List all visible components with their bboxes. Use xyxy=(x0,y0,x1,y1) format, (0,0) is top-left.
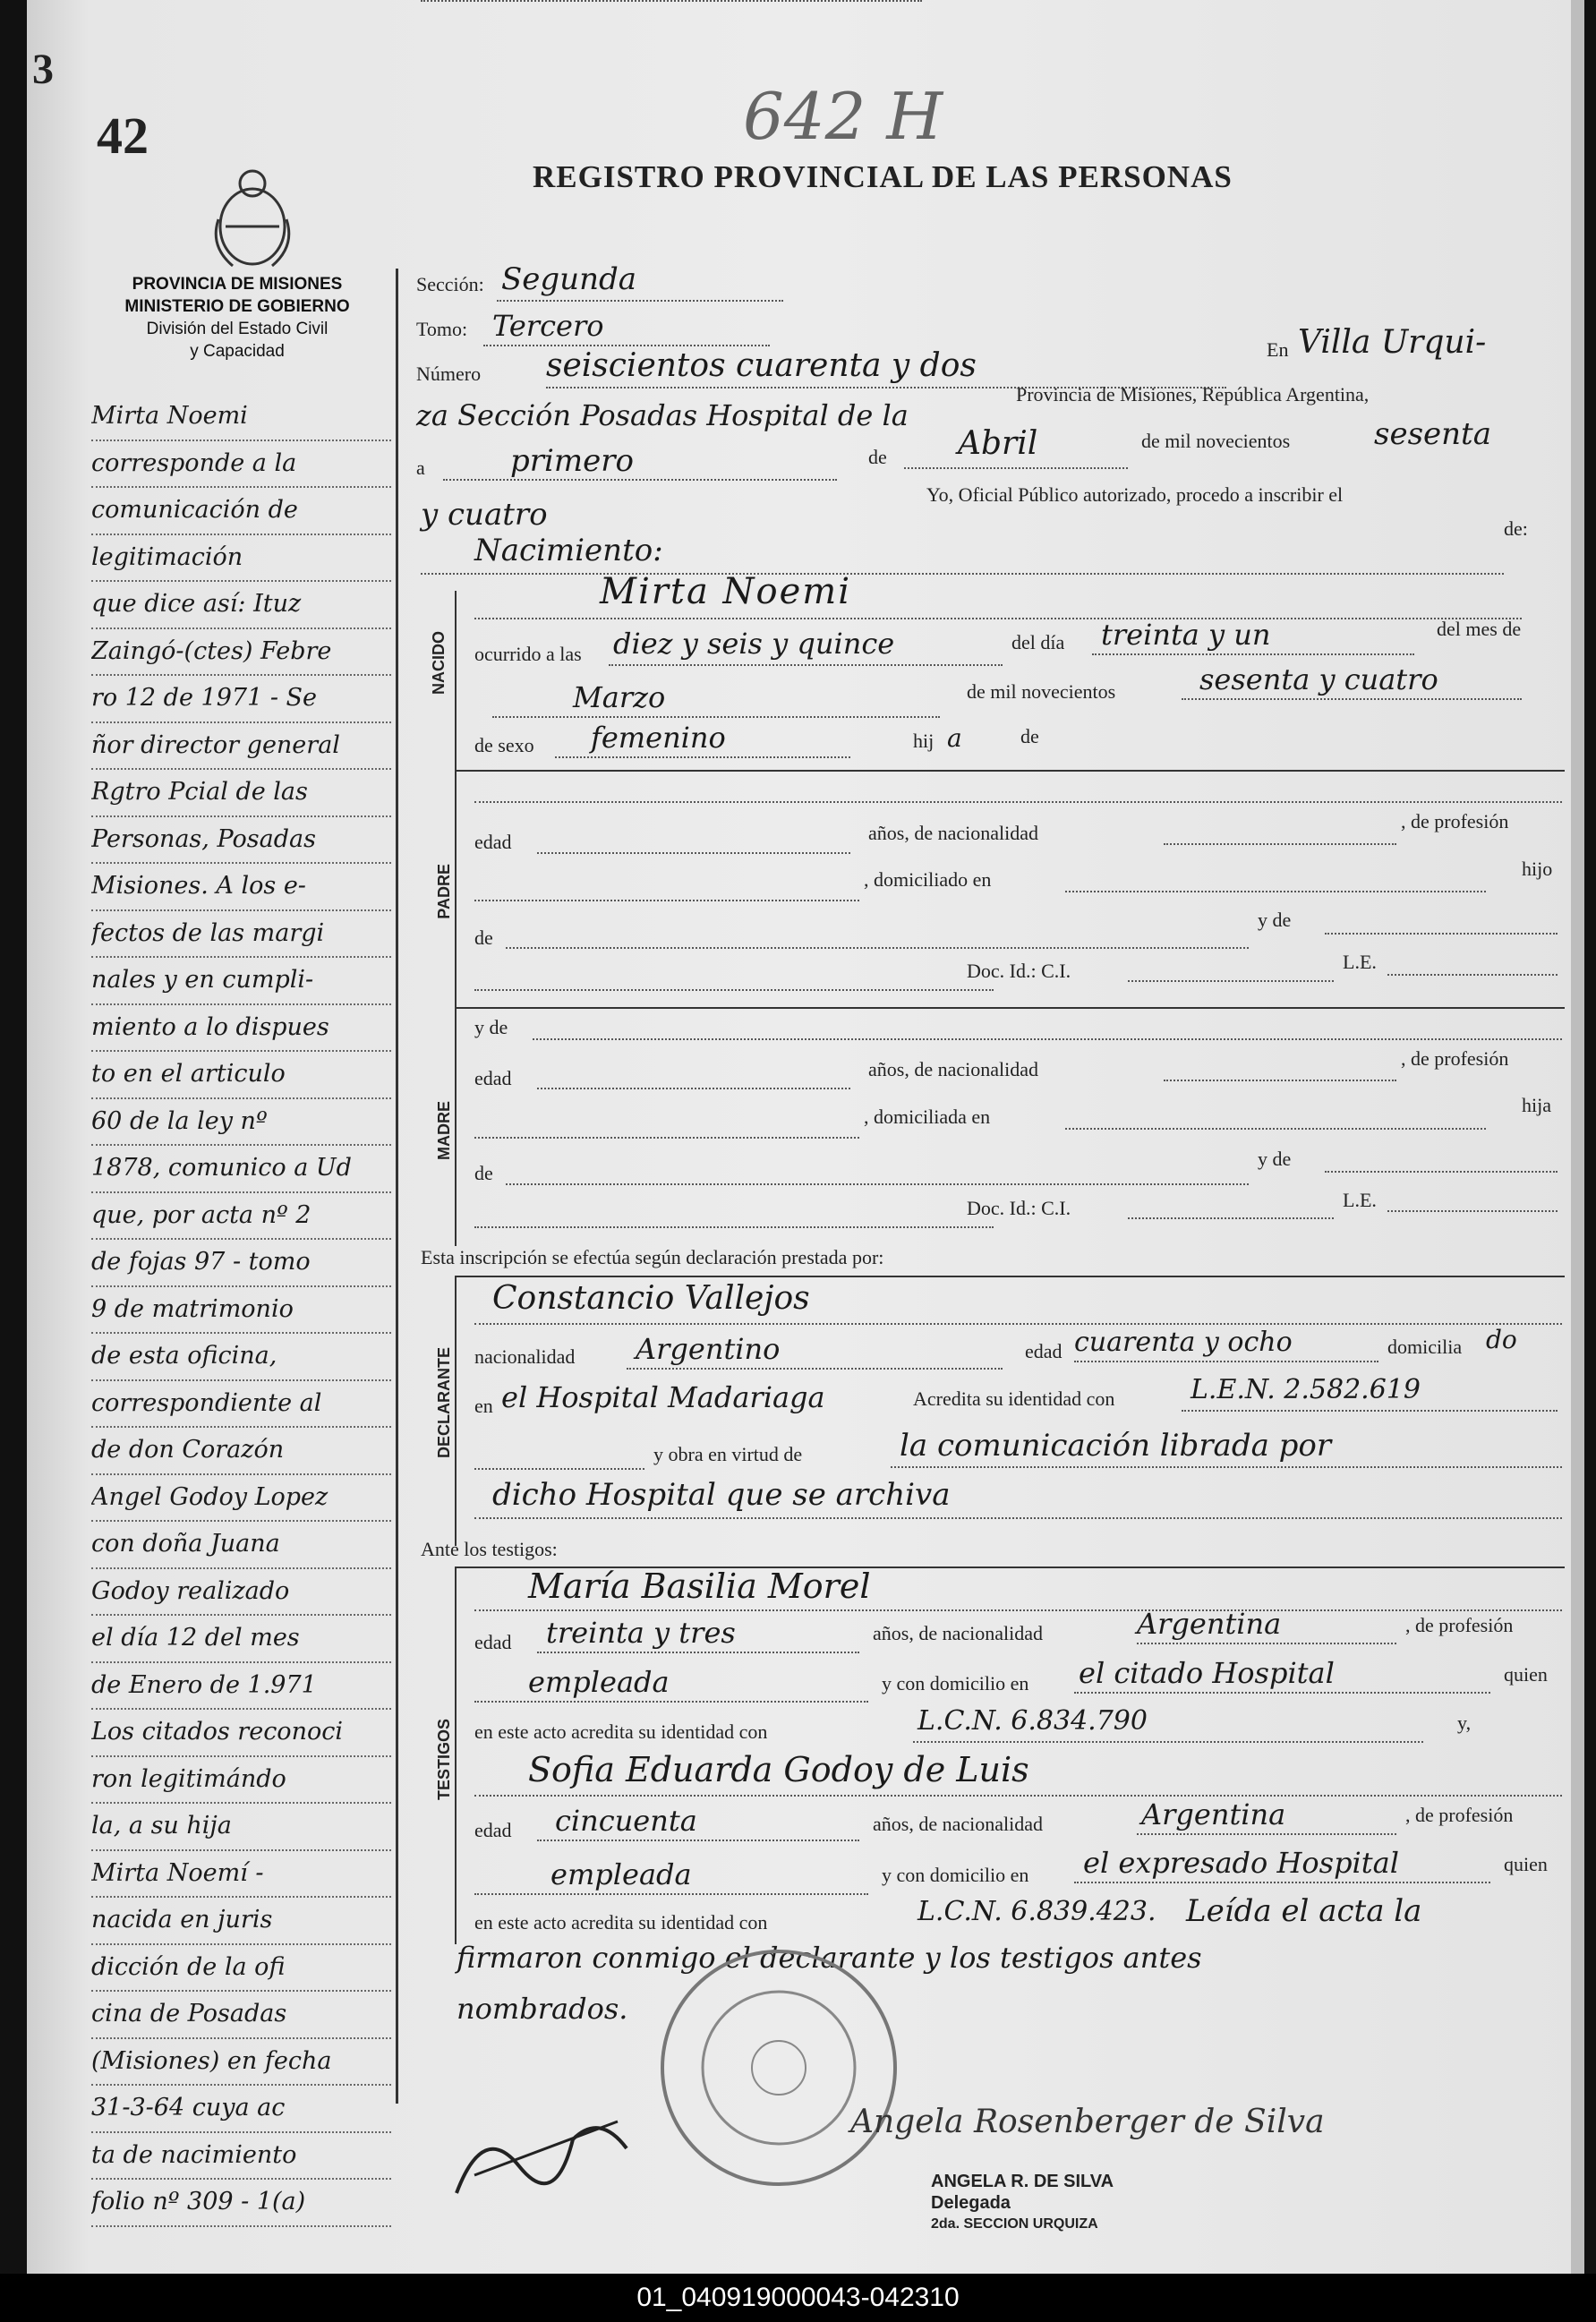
dotted-line xyxy=(421,573,1504,575)
margin-note-line: que, por acta nº 2 xyxy=(91,1193,391,1241)
dotted-line xyxy=(533,1038,1562,1040)
declarante-obra-value-2: dicho Hospital que se archiva xyxy=(492,1477,951,1513)
testigo2-doc: L.C.N. 6.839.423. xyxy=(917,1896,1156,1927)
closing-line-1: Leída el acta la xyxy=(1186,1893,1422,1929)
place-part1: Villa Urqui- xyxy=(1298,324,1487,361)
del-mes-label: del mes de xyxy=(1437,618,1522,640)
section-rule xyxy=(455,591,457,770)
padre-le-label: L.E. xyxy=(1343,951,1377,973)
margin-note-line: Angel Godoy Lopez xyxy=(91,1475,391,1523)
ocurrido-label: ocurrido a las xyxy=(474,643,582,665)
dotted-line xyxy=(1074,1692,1490,1694)
dotted-line xyxy=(474,1226,994,1228)
testigo1-nacionalidad: Argentina xyxy=(1137,1607,1282,1641)
dotted-line xyxy=(537,1652,859,1653)
section-rule xyxy=(455,1009,457,1246)
seccion-value: Segunda xyxy=(501,261,637,297)
testigo2-profesion-label: , de profesión xyxy=(1405,1804,1514,1826)
dotted-line xyxy=(474,1893,868,1895)
margin-note xyxy=(91,394,391,2227)
margin-note-line: de fojas 97 - tomo xyxy=(91,1240,391,1287)
testigo2-domicilio-label: y con domicilio en xyxy=(882,1864,1029,1886)
dotted-line xyxy=(474,1795,1562,1797)
act-number-handwritten: 642 H xyxy=(743,79,943,154)
margin-note-line: nales y en cumpli- xyxy=(91,958,391,1005)
testigo1-domicilio-label: y con domicilio en xyxy=(882,1672,1029,1695)
de-label-3: de xyxy=(1020,725,1039,747)
margin-note-line: Personas, Posadas xyxy=(91,817,391,865)
declarante-obra-value: la comunicación librada por xyxy=(900,1428,1332,1464)
seccion-label: Sección: xyxy=(416,273,484,295)
dotted-line xyxy=(627,1368,1003,1370)
dotted-line xyxy=(1164,843,1396,845)
stamp-line-3: 2da. SECCION URQUIZA xyxy=(931,2216,1098,2232)
testigo2-nacionalidad: Argentina xyxy=(1141,1797,1286,1831)
dotted-line xyxy=(483,345,770,346)
day-value: primero xyxy=(510,443,634,479)
stamp-name: ANGELA R. DE SILVA xyxy=(931,2172,1114,2191)
dotted-line xyxy=(1137,1643,1396,1644)
testigo2-name: Sofia Eduarda Godoy de Luis xyxy=(528,1750,1029,1789)
margin-note-line: comunicación de xyxy=(91,488,391,535)
declarante-obra-label: y obra en virtud de xyxy=(653,1443,803,1465)
dotted-line xyxy=(1325,933,1558,935)
padre-profesion-label: , de profesión xyxy=(1401,810,1509,832)
dotted-line xyxy=(1182,1410,1558,1412)
margin-note-line: fectos de las margi xyxy=(91,911,391,959)
madre-edad-label: edad xyxy=(474,1067,512,1089)
declarante-intro: Esta inscripción se efectúa según declaración prestada por: xyxy=(421,1246,884,1268)
sexo-label: de sexo xyxy=(474,734,534,756)
dotted-line xyxy=(1164,1080,1396,1081)
padre-de-label: de xyxy=(474,926,493,949)
testigo2-edad-label: edad xyxy=(474,1819,512,1841)
dotted-line xyxy=(891,1466,1562,1468)
closing-line-3: nombrados. xyxy=(457,1992,628,2026)
act-type: Nacimiento: xyxy=(474,533,663,568)
document-page xyxy=(27,0,1584,2274)
dotted-line xyxy=(497,300,783,302)
margin-note-line: ñor director general xyxy=(91,723,391,771)
dotted-line xyxy=(1074,1882,1490,1883)
madre-profesion-label: , de profesión xyxy=(1401,1047,1509,1070)
page-title: REGISTRO PROVINCIAL DE LAS PERSONAS xyxy=(533,159,1233,194)
testigo1-acredita-label: en este acto acredita su identidad con xyxy=(474,1720,768,1743)
margin-note-line: Zaingó-(ctes) Febre xyxy=(91,629,391,677)
birth-month-value: Marzo xyxy=(573,680,666,714)
declarante-domicilia-suffix: do xyxy=(1486,1325,1517,1354)
dotted-line xyxy=(1092,653,1414,655)
en-label: En xyxy=(1267,338,1289,361)
dotted-line xyxy=(474,989,994,991)
margin-note-line: ron legitimándo xyxy=(91,1757,391,1805)
dotted-line xyxy=(609,664,1003,666)
place-part2: za Sección Posadas Hospital de la xyxy=(416,398,909,432)
dotted-line xyxy=(1325,1171,1558,1173)
dotted-line xyxy=(474,900,859,901)
dotted-line xyxy=(474,618,1522,619)
oficial-text: Yo, Oficial Público autorizado, procedo a inscribir el xyxy=(926,483,1344,506)
dotted-line xyxy=(474,1137,859,1139)
testigo2-domicilio: el expresado Hospital xyxy=(1083,1846,1399,1880)
testigo2-anos-label: años, de nacionalidad xyxy=(873,1813,1043,1835)
agency-block xyxy=(98,273,376,363)
madre-domiciliada-label: , domiciliada en xyxy=(864,1106,991,1128)
margin-note-line: Mirta Noemi xyxy=(91,394,391,441)
tomo-label: Tomo: xyxy=(416,318,468,340)
testigo1-doc: L.C.N. 6.834.790 xyxy=(917,1705,1148,1737)
dotted-line xyxy=(474,1609,1562,1611)
dotted-line xyxy=(904,467,1128,469)
padre-doc-label: Doc. Id.: C.I. xyxy=(967,960,1071,982)
declarante-en-label: en xyxy=(474,1395,493,1417)
declarante-doc-value: L.E.N. 2.582.619 xyxy=(1191,1374,1421,1405)
year-text: de mil novecientos xyxy=(1141,430,1291,452)
padre-edad-label: edad xyxy=(474,831,512,853)
hij-label: hij xyxy=(913,730,935,752)
margin-note-line: (Misiones) en fecha xyxy=(91,2039,391,2087)
margin-note-line: la, a su hija xyxy=(91,1804,391,1851)
dotted-line xyxy=(506,1183,1249,1185)
testigo1-edad: treinta y tres xyxy=(546,1616,736,1650)
dotted-line xyxy=(443,479,837,481)
official-name-stamp xyxy=(931,2171,1114,2235)
corner-mark: 3 xyxy=(32,46,54,93)
madre-y-de-label-2: y de xyxy=(1258,1148,1292,1170)
dotted-line xyxy=(474,1323,1562,1325)
margin-divider xyxy=(396,269,398,2104)
declarante-edad-label: edad xyxy=(1025,1340,1063,1362)
year-value: sesenta xyxy=(1374,416,1491,452)
mil-novecientos-label: de mil novecientos xyxy=(967,680,1116,703)
section-rule xyxy=(455,1276,1565,1277)
dotted-line xyxy=(506,947,1249,949)
margin-note-line: Godoy realizado xyxy=(91,1569,391,1617)
dotted-line xyxy=(1065,891,1486,892)
margin-note-line: to en el articulo xyxy=(91,1052,391,1099)
dotted-line xyxy=(537,1088,850,1089)
padre-anos-label: años, de nacionalidad xyxy=(868,822,1038,844)
padre-tab: PADRE xyxy=(435,864,453,919)
testigo2-quien-label: quien xyxy=(1504,1853,1548,1875)
madre-hija-label: hija xyxy=(1522,1094,1551,1116)
agency-capacity: y Capacidad xyxy=(190,342,285,361)
margin-note-line: Misiones. A los e- xyxy=(91,864,391,911)
a-label: a xyxy=(416,457,425,479)
stamp-line-2: Delegada xyxy=(931,2193,1011,2213)
testigo1-edad-label: edad xyxy=(474,1631,512,1653)
margin-note-line: legitimación xyxy=(91,535,391,583)
testigos-tab: TESTIGOS xyxy=(435,1719,453,1801)
madre-tab: MADRE xyxy=(435,1101,453,1160)
section-rule xyxy=(455,1007,1565,1009)
de-label: de xyxy=(868,446,887,468)
margin-note-line: 9 de matrimonio xyxy=(91,1287,391,1335)
margin-note-line: de esta oficina, xyxy=(91,1334,391,1381)
dotted-line xyxy=(1137,1833,1396,1835)
testigo1-y-label: y, xyxy=(1457,1712,1472,1734)
tomo-value: Tercero xyxy=(492,309,604,343)
padre-domiciliado-label: , domiciliado en xyxy=(864,868,992,891)
madre-le-label: L.E. xyxy=(1343,1189,1377,1211)
nacido-tab: NACIDO xyxy=(430,631,448,695)
numero-label: Número xyxy=(416,363,482,385)
padre-hijo-label: hijo xyxy=(1522,858,1553,880)
numero-value: seiscientos cuarenta y dos xyxy=(546,347,977,384)
declarante-signature xyxy=(448,2086,644,2220)
padre-y-de-label: y de xyxy=(1258,909,1292,931)
dotted-line xyxy=(1387,974,1558,976)
testigo2-acredita-label: en este acto acredita su identidad con xyxy=(474,1911,768,1934)
margin-note-line: con doña Juana xyxy=(91,1522,391,1569)
file-id-footer: 01_040919000043-042310 xyxy=(0,2274,1596,2322)
hour-value: diez y seis y quince xyxy=(613,627,895,661)
madre-doc-label: Doc. Id.: C.I. xyxy=(967,1197,1071,1219)
testigo1-name: María Basilia Morel xyxy=(528,1566,871,1606)
madre-de-label: de xyxy=(474,1162,493,1184)
margin-note-line: ta de nacimiento xyxy=(91,2133,391,2181)
birth-year-value: sesenta y cuatro xyxy=(1199,662,1438,696)
margin-note-line: folio nº 309 - 1(a) xyxy=(91,2180,391,2227)
section-rule xyxy=(455,770,1565,772)
dotted-line xyxy=(1182,698,1522,700)
testigo1-quien-label: quien xyxy=(1504,1663,1548,1686)
margin-note-line: 60 de la ley nº xyxy=(91,1099,391,1147)
coat-of-arms-icon xyxy=(206,157,300,273)
dotted-line xyxy=(474,1701,868,1703)
margin-note-line: de Enero de 1.971 xyxy=(91,1663,391,1711)
dotted-line xyxy=(474,1468,644,1470)
testigo2-edad: cincuenta xyxy=(555,1804,697,1838)
dotted-line xyxy=(421,0,922,2)
hij-suffix: a xyxy=(947,723,962,753)
testigo1-anos-label: años, de nacionalidad xyxy=(873,1622,1043,1644)
margin-note-line: de don Corazón xyxy=(91,1428,391,1475)
declarante-nacionalidad-value: Argentino xyxy=(636,1332,781,1366)
margin-note-line: 31-3-64 cuya ac xyxy=(91,2086,391,2133)
dotted-line xyxy=(537,852,850,854)
dotted-line xyxy=(474,1517,1562,1519)
section-rule xyxy=(455,1277,457,1546)
testigo1-profesion-label: , de profesión xyxy=(1405,1614,1514,1636)
agency-province: PROVINCIA DE MISIONES xyxy=(132,275,343,294)
margin-note-line: correspondiente al xyxy=(91,1381,391,1429)
dotted-line xyxy=(1387,1210,1558,1212)
margin-note-line: corresponde a la xyxy=(91,441,391,489)
provincia-text: Provincia de Misiones, República Argentina, xyxy=(1016,383,1370,405)
declarante-acredita-label: Acredita su identidad con xyxy=(913,1387,1115,1410)
closing-line-2: firmaron conmigo el declarante y los testigos antes xyxy=(457,1941,1202,1975)
de-label-2: de: xyxy=(1504,517,1528,540)
margin-note-line: dicción de la ofi xyxy=(91,1945,391,1993)
year-value-2: y cuatro xyxy=(421,497,548,533)
margin-note-line: cina de Posadas xyxy=(91,1992,391,2039)
madre-y-de-label: y de xyxy=(474,1016,508,1038)
madre-anos-label: años, de nacionalidad xyxy=(868,1058,1038,1080)
margin-note-line: 1878, comunico a Ud xyxy=(91,1146,391,1193)
section-rule xyxy=(455,772,457,1009)
dotted-line xyxy=(555,756,850,758)
oficial-signature: Angela Rosenberger de Silva xyxy=(850,2104,1325,2140)
dotted-line xyxy=(1128,1217,1334,1219)
testigo1-domicilio: el citado Hospital xyxy=(1079,1656,1335,1690)
del-dia-label: del día xyxy=(1011,631,1065,653)
margin-note-line: miento a lo dispues xyxy=(91,1005,391,1053)
declarante-edad-value: cuarenta y ocho xyxy=(1074,1327,1293,1358)
official-seal-stamp xyxy=(644,1934,913,2202)
testigo2-profesion: empleada xyxy=(550,1857,692,1891)
dotted-line xyxy=(474,801,1562,803)
declarante-nacionalidad-label: nacionalidad xyxy=(474,1345,576,1368)
child-name: Mirta Noemi xyxy=(600,571,851,612)
declarante-domicilio-value: el Hospital Madariaga xyxy=(501,1380,825,1414)
agency-ministry: MINISTERIO DE GOBIERNO xyxy=(124,297,350,316)
margin-note-line: ro 12 de 1971 - Se xyxy=(91,676,391,723)
page-number: 42 xyxy=(97,107,149,165)
margin-note-line: Los citados reconoci xyxy=(91,1710,391,1757)
dotted-line xyxy=(537,1840,859,1841)
dotted-line xyxy=(492,716,940,718)
margin-note-line: nacida en juris xyxy=(91,1898,391,1945)
dotted-line xyxy=(913,1741,1423,1743)
testigo1-profesion: empleada xyxy=(528,1665,670,1699)
dotted-line xyxy=(1128,980,1334,982)
margin-note-line: Mirta Noemí - xyxy=(91,1851,391,1899)
testigos-intro: Ante los testigos: xyxy=(421,1538,558,1560)
month-value: Abril xyxy=(958,425,1038,462)
page-edge xyxy=(1571,0,1584,2274)
margin-note-line: el día 12 del mes xyxy=(91,1616,391,1663)
agency-division: División del Estado Civil xyxy=(146,320,329,338)
dotted-line xyxy=(1065,1128,1486,1130)
margin-note-line: Rgtro Pcial de las xyxy=(91,770,391,817)
declarante-domicilia-label: domicilia xyxy=(1387,1336,1463,1358)
section-rule xyxy=(455,1568,457,1944)
margin-note-line: que dice así: Ituz xyxy=(91,582,391,629)
declarante-name: Constancio Vallejos xyxy=(492,1280,810,1317)
sexo-value: femenino xyxy=(591,721,726,755)
dotted-line xyxy=(1074,1361,1378,1362)
declarante-tab: DECLARANTE xyxy=(435,1347,453,1458)
birth-day-value: treinta y un xyxy=(1101,618,1271,652)
